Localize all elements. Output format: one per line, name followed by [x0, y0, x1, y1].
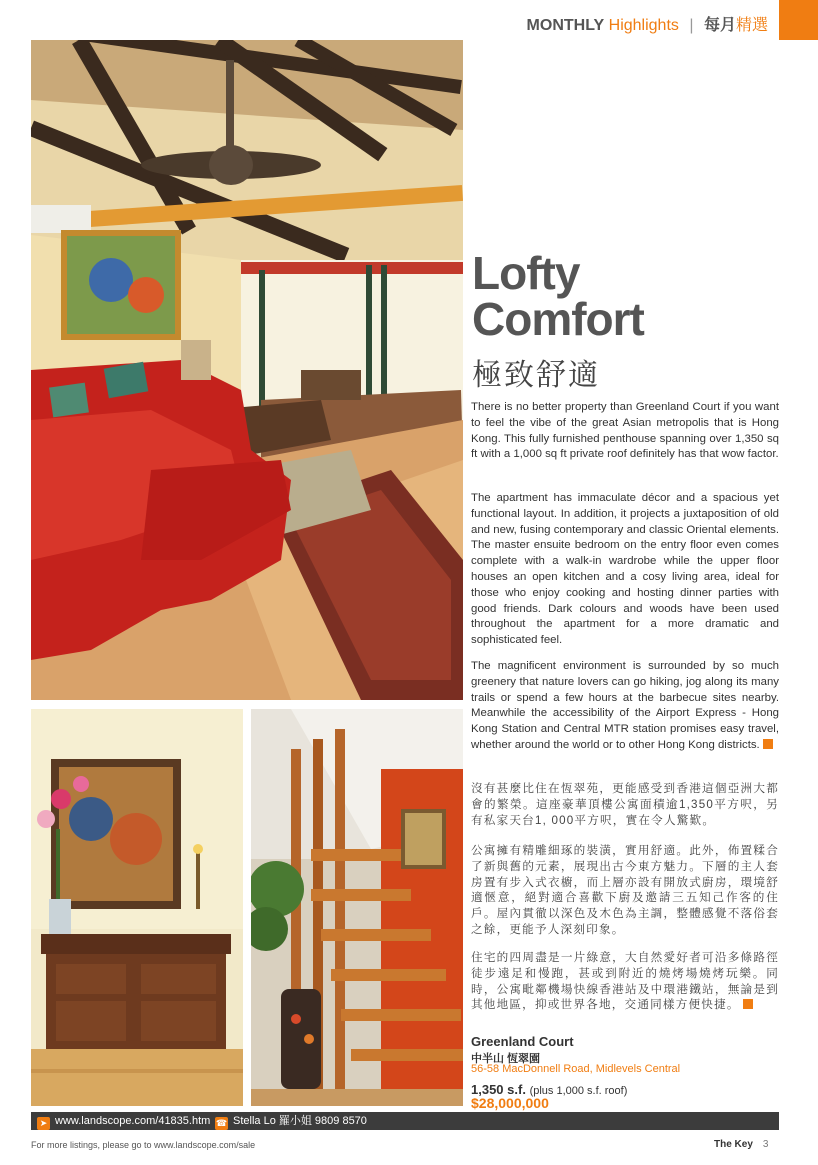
footer-listing-note: For more listings, please go to www.landscope.com/sale [31, 1140, 256, 1150]
article-paragraph-2 [471, 491, 779, 649]
paragraph-1-text: There is no better property than Greenland Court if you want to feel the vibe of the great Asian metropolis that is Hong Kong. This fully furnished penthouse spanning over 1,350 sq ft with a 1,000 sq ft private roof definitely has that wow factor. [471, 401, 779, 461]
phone-icon: ☎ [215, 1118, 228, 1128]
article-cn-paragraph-2 [471, 843, 779, 938]
property-size-value: 1,350 s.f. [471, 1082, 526, 1097]
dining-cabinet-photo [31, 709, 243, 1106]
article-cn-paragraph-1 [471, 781, 779, 828]
staircase-photo [251, 709, 463, 1106]
title-line-1: Lofty [472, 247, 580, 299]
agent-contact[interactable] [215, 1112, 367, 1130]
cn-paragraph-3-text: 住宅的四周盡是一片綠意，大自然愛好者可沿多條路徑徒步遠足和慢跑，甚或到附近的燒烤場燒烤玩樂。同時，公寓毗鄰機場快線香港站及中環港鐵站，無論是到其他地區，抑或世界各地，交通同樣方便快捷。 [471, 951, 779, 1012]
article-title-cn: 極致舒適 [472, 359, 600, 392]
cn-paragraph-1-text: 沒有甚麼比住在恆翠苑，更能感受到香港這個亞洲大都會的繁榮。這座豪華頂樓公寓面積逾1,350平方呎，另有私家天台1, 000平方呎，實在令人驚歎。 [471, 782, 779, 827]
page-number: 3 [762, 1139, 769, 1150]
header-monthly: MONTHLY [526, 17, 605, 34]
cn-paragraph-2-text: 公寓擁有精雕細琢的裝潢，實用舒適。此外，佈置糅合了新與舊的元素，展現出古今東方魅力。下層的主人套房置有步入式衣櫥，而上層亦設有開放式廚房，環境舒適愜意，絕對適合喜歡下廚及邀請三五知己作客的住戶。屋內貫徹以深色及木色為主調，整體感覺不落俗套之餘，更能予人深刻印象。 [471, 844, 779, 936]
agent-contact-text: Stella Lo 羅小姐 9809 8570 [233, 1115, 367, 1127]
header-cn-prefix: 每月 [703, 17, 736, 34]
property-address: 56-58 MacDonnell Road, Midlevels Central [471, 1063, 681, 1075]
mouse-pointer-icon: ➤ [37, 1117, 50, 1130]
property-price: $28,000,000 [471, 1095, 549, 1111]
section-header [527, 12, 768, 35]
header-separator: | [689, 17, 694, 34]
article-cn-paragraph-3 [471, 950, 779, 1013]
header-cn-highlight: 精選 [735, 17, 768, 34]
property-size-note: (plus 1,000 s.f. roof) [529, 1085, 628, 1097]
paragraph-2-text: The apartment has immaculate décor and a spacious yet functional layout. In addition, it projects a juxtaposition of old and new, fusing contemporary and classic Oriental elements. The master ensuite bedroom on the entry floor even comes complete with a walk-in wardrobe while the upper floor houses an open kitchen and a cosy living area, ideal for those who enjoy cooking and hosting dinner parties with good friends. Dark colours and woods have been used throughout the apartment for a more dramatic and sophisticated feel. [471, 492, 779, 647]
orange-corner-tab [779, 0, 818, 40]
cn-end-mark-icon [743, 999, 753, 1009]
article-paragraph-3 [471, 659, 779, 754]
end-mark-icon [763, 739, 773, 749]
article-title [472, 247, 644, 345]
property-name: Greenland Court [471, 1034, 574, 1049]
contact-bar [31, 1112, 779, 1130]
living-room-photo [31, 40, 463, 700]
website-link[interactable] [37, 1112, 210, 1130]
title-line-2: Comfort [472, 293, 644, 345]
footer-publication [714, 1139, 768, 1150]
property-cn-name: 中半山 恆翠園 [471, 1053, 541, 1065]
website-link-text: www.landscope.com/41835.htm [55, 1115, 211, 1127]
publication-name: The Key [714, 1139, 753, 1150]
paragraph-3-text: The magnificent environment is surrounded by so much greenery that nature lovers can go hiking, jog along its many trails or spend a few hours at the barbecue sites nearby. Meanwhile the accessibility of the Airport Express - Hong Kong Station and Central MTR station promises easy travel, whether around the world or to other Hong Kong districts. [471, 660, 779, 751]
article-paragraph-1 [471, 400, 779, 463]
header-highlights: Highlights [608, 17, 679, 34]
